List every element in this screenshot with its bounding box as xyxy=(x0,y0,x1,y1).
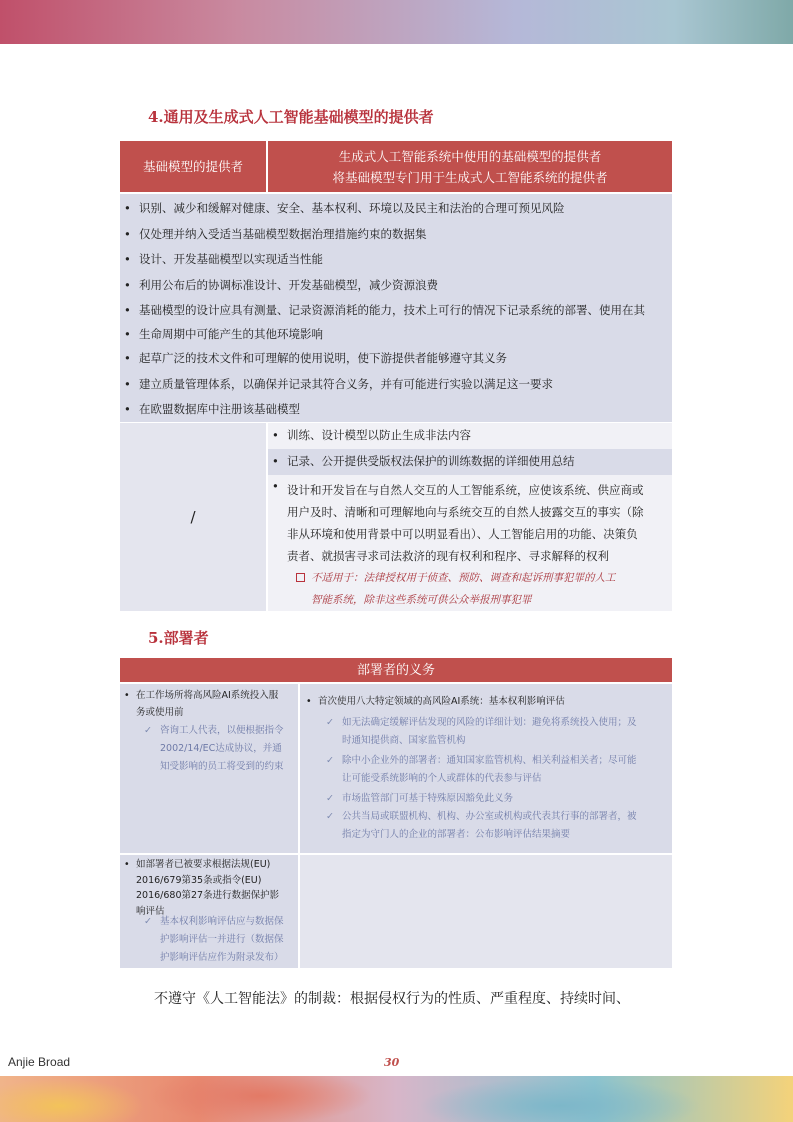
header-generative-line1: 生成式人工智能系统中使用的基础模型的提供者 xyxy=(338,148,602,164)
list-item: • 在欧盟数据库中注册该基础模型 xyxy=(120,397,672,423)
gen-long-line: 设计和开发旨在与自然人交互的人工智能系统，应使该系统、供应商或 xyxy=(287,483,644,497)
fria-sub-line: 指定为守门人的企业的部署者：公布影响评估结果摘要 xyxy=(342,829,571,840)
fria-main-text: 首次使用八大特定领域的高风险AI系统：基本权利影响评估 xyxy=(318,696,565,707)
list-item: • 基础模型的设计应具有测量、记录资源消耗的能力，技术上可行的情况下记录系统的部署、使用在其 xyxy=(120,298,672,322)
foundation-not-applicable: / xyxy=(120,423,266,611)
list-item: • 利用公布后的协调标准设计、开发基础模型，减少资源浪费 xyxy=(120,273,672,299)
dpia-sub-line: 护影响评估一并进行（数据保 xyxy=(160,934,284,945)
list-item: • 记录、公开提供受版权法保护的训练数据的详细使用总结 xyxy=(268,449,575,475)
list-item: • 设计、开发基础模型以实现适当性能 xyxy=(120,247,672,273)
dpia-line: 2016/680第27条进行数据保护影 xyxy=(136,890,280,901)
list-item-continuation xyxy=(120,322,672,346)
note-line: 智能系统，除非这些系统可供公众举报刑事犯罪 xyxy=(311,594,532,606)
top-decorative-band xyxy=(0,0,793,44)
gen-row-2 xyxy=(268,449,672,475)
deployer-workplace-cell xyxy=(120,684,298,853)
dpia-sub-line: 基本权利影响评估应与数据保 xyxy=(160,916,284,927)
check-icon: ✓ xyxy=(326,811,334,822)
header-foundation-provider: 基础模型的提供者 xyxy=(120,141,266,192)
check-icon: ✓ xyxy=(144,725,152,736)
fria-sub xyxy=(326,808,672,844)
list-item: • 起草广泛的技术文件和可理解的使用说明，使下游提供者能够遵守其义务 xyxy=(120,346,672,372)
gen-long-line: 用户及时、清晰和可理解地向与系统交互的自然人披露交互的事实（除 xyxy=(287,505,644,519)
gen-long-line: 责者、就损害寻求司法救济的现有权利和程序、寻求解释的权利 xyxy=(287,549,609,563)
header-generative-line2: 将基础模型专门用于生成式人工智能系统的提供者 xyxy=(332,169,608,185)
footer-brand-logo: Anjie Broad xyxy=(8,1055,71,1069)
workplace-sub-line: 2002/14/EC达成协议，并通 xyxy=(160,743,282,754)
bullet-mark: • xyxy=(306,696,312,707)
check-icon: ✓ xyxy=(326,755,334,766)
check-icon: ✓ xyxy=(326,717,334,728)
gen-row-3 xyxy=(268,475,672,611)
fria-sub-line: 市场监管部门可基于特殊原因豁免此义务 xyxy=(342,793,514,804)
bullet-mark: • xyxy=(124,859,130,870)
list-item: • 建立质量管理体系，以确保并记录其符合义务，并有可能进行实验以满足这一要求 xyxy=(120,372,672,398)
section-4-title: 4.通用及生成式人工智能基础模型的提供者 xyxy=(148,108,434,126)
bottom-decorative-band xyxy=(0,1076,793,1122)
workplace-sub-line: 知受影响的员工将受到的约束 xyxy=(160,761,284,772)
dpia-line: 响评估 xyxy=(136,905,165,917)
fria-sub-line: 除中小企业外的部署者：通知国家监管机构、相关利益相关者；尽可能 xyxy=(342,755,637,766)
dpia-line: 如部署者已被要求根据法规(EU) xyxy=(136,859,271,870)
fria-sub-line: 如无法确定缓解评估发现的风险的详细计划：避免将系统投入使用；及 xyxy=(342,717,637,728)
fria-sub-line: 让可能受系统影响的个人或群体的代表参与评估 xyxy=(342,773,542,784)
checkbox-square-icon xyxy=(296,573,305,582)
workplace-sub xyxy=(144,722,298,776)
gen-long-line: 非从环境和使用背景中可以明显看出）、人工智能启用的功能、决策负 xyxy=(287,527,638,541)
note-line: 不适用于：法律授权用于侦查、预防、调查和起诉刑事犯罪的人工 xyxy=(311,572,616,584)
common-obligations-list xyxy=(120,196,672,423)
check-icon: ✓ xyxy=(144,916,152,927)
workplace-sub-line: 咨询工人代表，以便根据指令 xyxy=(160,725,284,736)
dpia-sub-line: 护影响评估应作为附录发布） xyxy=(160,952,284,963)
fria-sub-line: 时通知提供商、国家监管机构 xyxy=(342,735,466,746)
fria-sub-line: 公共当局或联盟机构、机构、办公室或机构或代表其行事的部署者，被 xyxy=(342,811,637,822)
sanctions-text: 不遵守《人工智能法》的制裁：根据侵权行为的性质、严重程度、持续时间、 xyxy=(154,991,630,1007)
not-applicable-note xyxy=(296,567,616,611)
deployer-empty-cell xyxy=(300,855,672,968)
check-icon: ✓ xyxy=(326,793,334,804)
list-item-continuation-text: 生命周期中可能产生的其他环境影响 xyxy=(139,327,323,341)
fria-sub xyxy=(326,714,672,750)
workplace-line: 务或使用前 xyxy=(136,707,184,718)
fria-main xyxy=(300,693,565,710)
gen-long-text xyxy=(287,479,644,567)
dpia-main xyxy=(120,857,298,919)
workplace-main xyxy=(120,687,298,721)
fria-sub xyxy=(326,790,672,808)
list-item: • 训练、设计模型以防止生成非法内容 xyxy=(268,423,471,449)
bullet-mark: • xyxy=(272,479,279,493)
section-5-title: 5.部署者 xyxy=(148,629,209,647)
fria-sub xyxy=(326,752,672,788)
bullet-mark: • xyxy=(124,690,130,701)
header-generative-provider xyxy=(268,141,672,192)
gen-row-1 xyxy=(268,423,672,449)
deployer-fria-cell xyxy=(300,684,672,853)
page-number: 30 xyxy=(384,1056,400,1069)
dpia-line: 2016/679第35条或指令(EU) xyxy=(136,874,262,886)
deployer-dpia-cell xyxy=(120,855,298,968)
workplace-line: 在工作场所将高风险AI系统投入服 xyxy=(136,690,279,701)
list-item: • 识别、减少和缓解对健康、安全、基本权利、环境以及民主和法治的合理可预见风险 xyxy=(120,196,672,222)
deployer-obligations-header: 部署者的义务 xyxy=(120,658,672,682)
dpia-sub xyxy=(144,913,298,967)
list-item: • 仅处理并纳入受适当基础模型数据治理措施约束的数据集 xyxy=(120,222,672,248)
